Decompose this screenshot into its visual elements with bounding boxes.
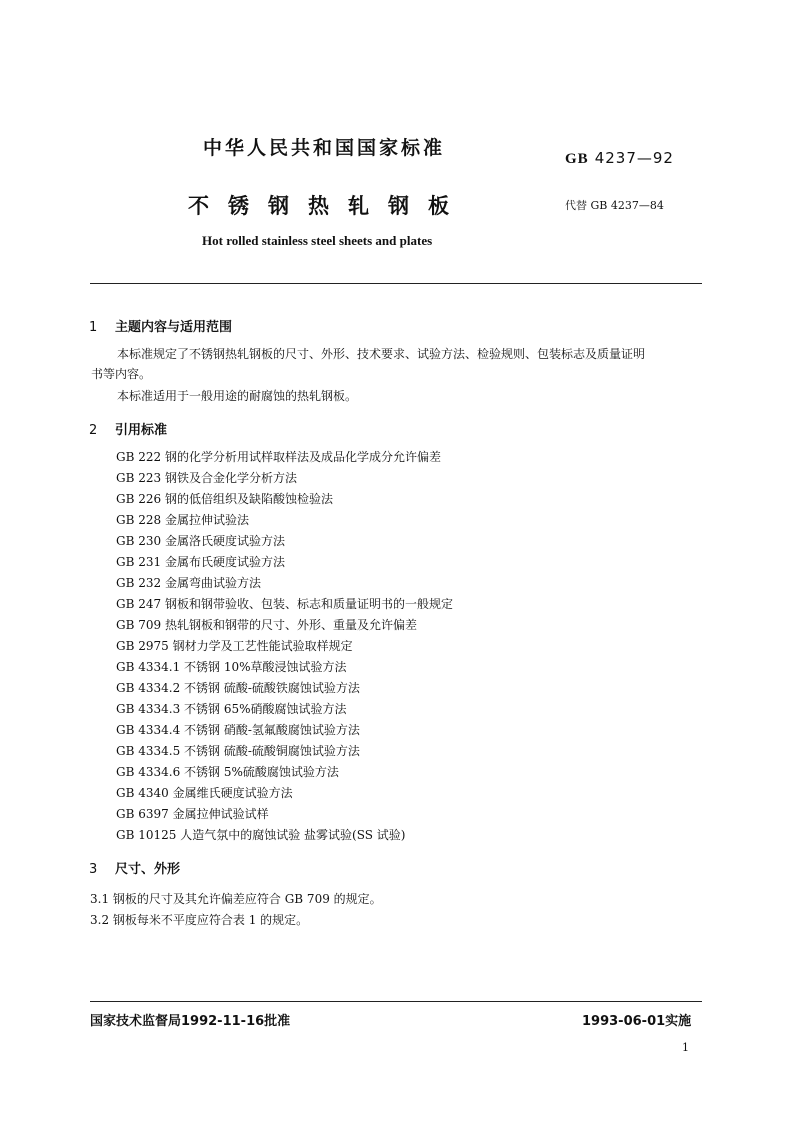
standard-number — [565, 149, 674, 168]
clause-3-1: 3.1 钢板的尺寸及其允许偏差应符合 GB 709 的规定。 — [90, 892, 382, 906]
national-standard-heading: 中华人民共和国国家标准 — [203, 137, 446, 159]
reference-item: GB 228 金属拉伸试验法 — [116, 513, 249, 527]
effective-date: 1993-06-01实施 — [582, 1014, 692, 1029]
gb-prefix: GB — [565, 151, 589, 167]
section-3-heading — [89, 858, 180, 877]
reference-item: GB 4334.4 不锈钢 硝酸-氢氟酸腐蚀试验方法 — [116, 723, 360, 737]
section-1-paragraph-1: 本标准规定了不锈钢热轧钢板的尺寸、外形、技术要求、试验方法、检验规则、包装标志及质量证明 — [117, 347, 646, 361]
reference-item: GB 4340 金属维氏硬度试验方法 — [116, 786, 293, 800]
reference-item: GB 230 金属洛氏硬度试验方法 — [116, 534, 285, 548]
reference-item: GB 247 钢板和钢带验收、包装、标志和质量证明书的一般规定 — [116, 597, 453, 611]
page-number: 1 — [682, 1041, 689, 1054]
section-1-paragraph-2: 本标准适用于一般用途的耐腐蚀的热轧钢板。 — [117, 389, 358, 403]
approval-date: 国家技术监督局1992-11-16批准 — [90, 1014, 291, 1029]
reference-item: GB 222 钢的化学分析用试样取样法及成品化学成分允许偏差 — [116, 450, 441, 464]
replaces-note: 代替 GB 4237—84 — [565, 199, 664, 212]
reference-item: GB 232 金属弯曲试验方法 — [116, 576, 261, 590]
reference-item: GB 4334.5 不锈钢 硫酸-硫酸铜腐蚀试验方法 — [116, 744, 360, 758]
reference-item: GB 10125 人造气氛中的腐蚀试验 盐雾试验(SS 试验) — [116, 828, 406, 842]
footer-divider — [90, 1001, 702, 1002]
english-title: Hot rolled stainless steel sheets and plates — [202, 233, 433, 248]
header-divider — [90, 283, 702, 284]
reference-item: GB 4334.6 不锈钢 5%硫酸腐蚀试验方法 — [116, 765, 339, 779]
reference-item: GB 226 钢的低倍组织及缺陷酸蚀检验法 — [116, 492, 333, 506]
section-2-heading — [89, 419, 167, 438]
reference-item: GB 231 金属布氏硬度试验方法 — [116, 555, 285, 569]
clause-3-2: 3.2 钢板每米不平度应符合表 1 的规定。 — [90, 913, 309, 927]
section-1-title: 主题内容与适用范围 — [115, 320, 233, 335]
reference-item: GB 709 热轧钢板和钢带的尺寸、外形、重量及允许偏差 — [116, 618, 417, 632]
reference-item: GB 2975 钢材力学及工艺性能试验取样规定 — [116, 639, 353, 653]
section-3-number: 3 — [89, 862, 98, 877]
reference-item: GB 223 钢铁及合金化学分析方法 — [116, 471, 297, 485]
reference-item: GB 6397 金属拉伸试验试样 — [116, 807, 269, 821]
section-1-paragraph-1-cont: 书等内容。 — [91, 367, 152, 381]
section-3-title: 尺寸、外形 — [115, 862, 181, 877]
section-1-heading — [89, 316, 232, 335]
reference-item: GB 4334.1 不锈钢 10%草酸浸蚀试验方法 — [116, 660, 347, 674]
section-2-title: 引用标准 — [115, 423, 168, 438]
section-2-number: 2 — [89, 423, 98, 438]
gb-number: 4237—92 — [594, 149, 674, 167]
reference-item: GB 4334.2 不锈钢 硫酸-硫酸铁腐蚀试验方法 — [116, 681, 360, 695]
reference-item: GB 4334.3 不锈钢 65%硝酸腐蚀试验方法 — [116, 702, 347, 716]
document-title: 不锈钢热轧钢板 — [188, 194, 468, 218]
section-1-number: 1 — [89, 320, 98, 335]
